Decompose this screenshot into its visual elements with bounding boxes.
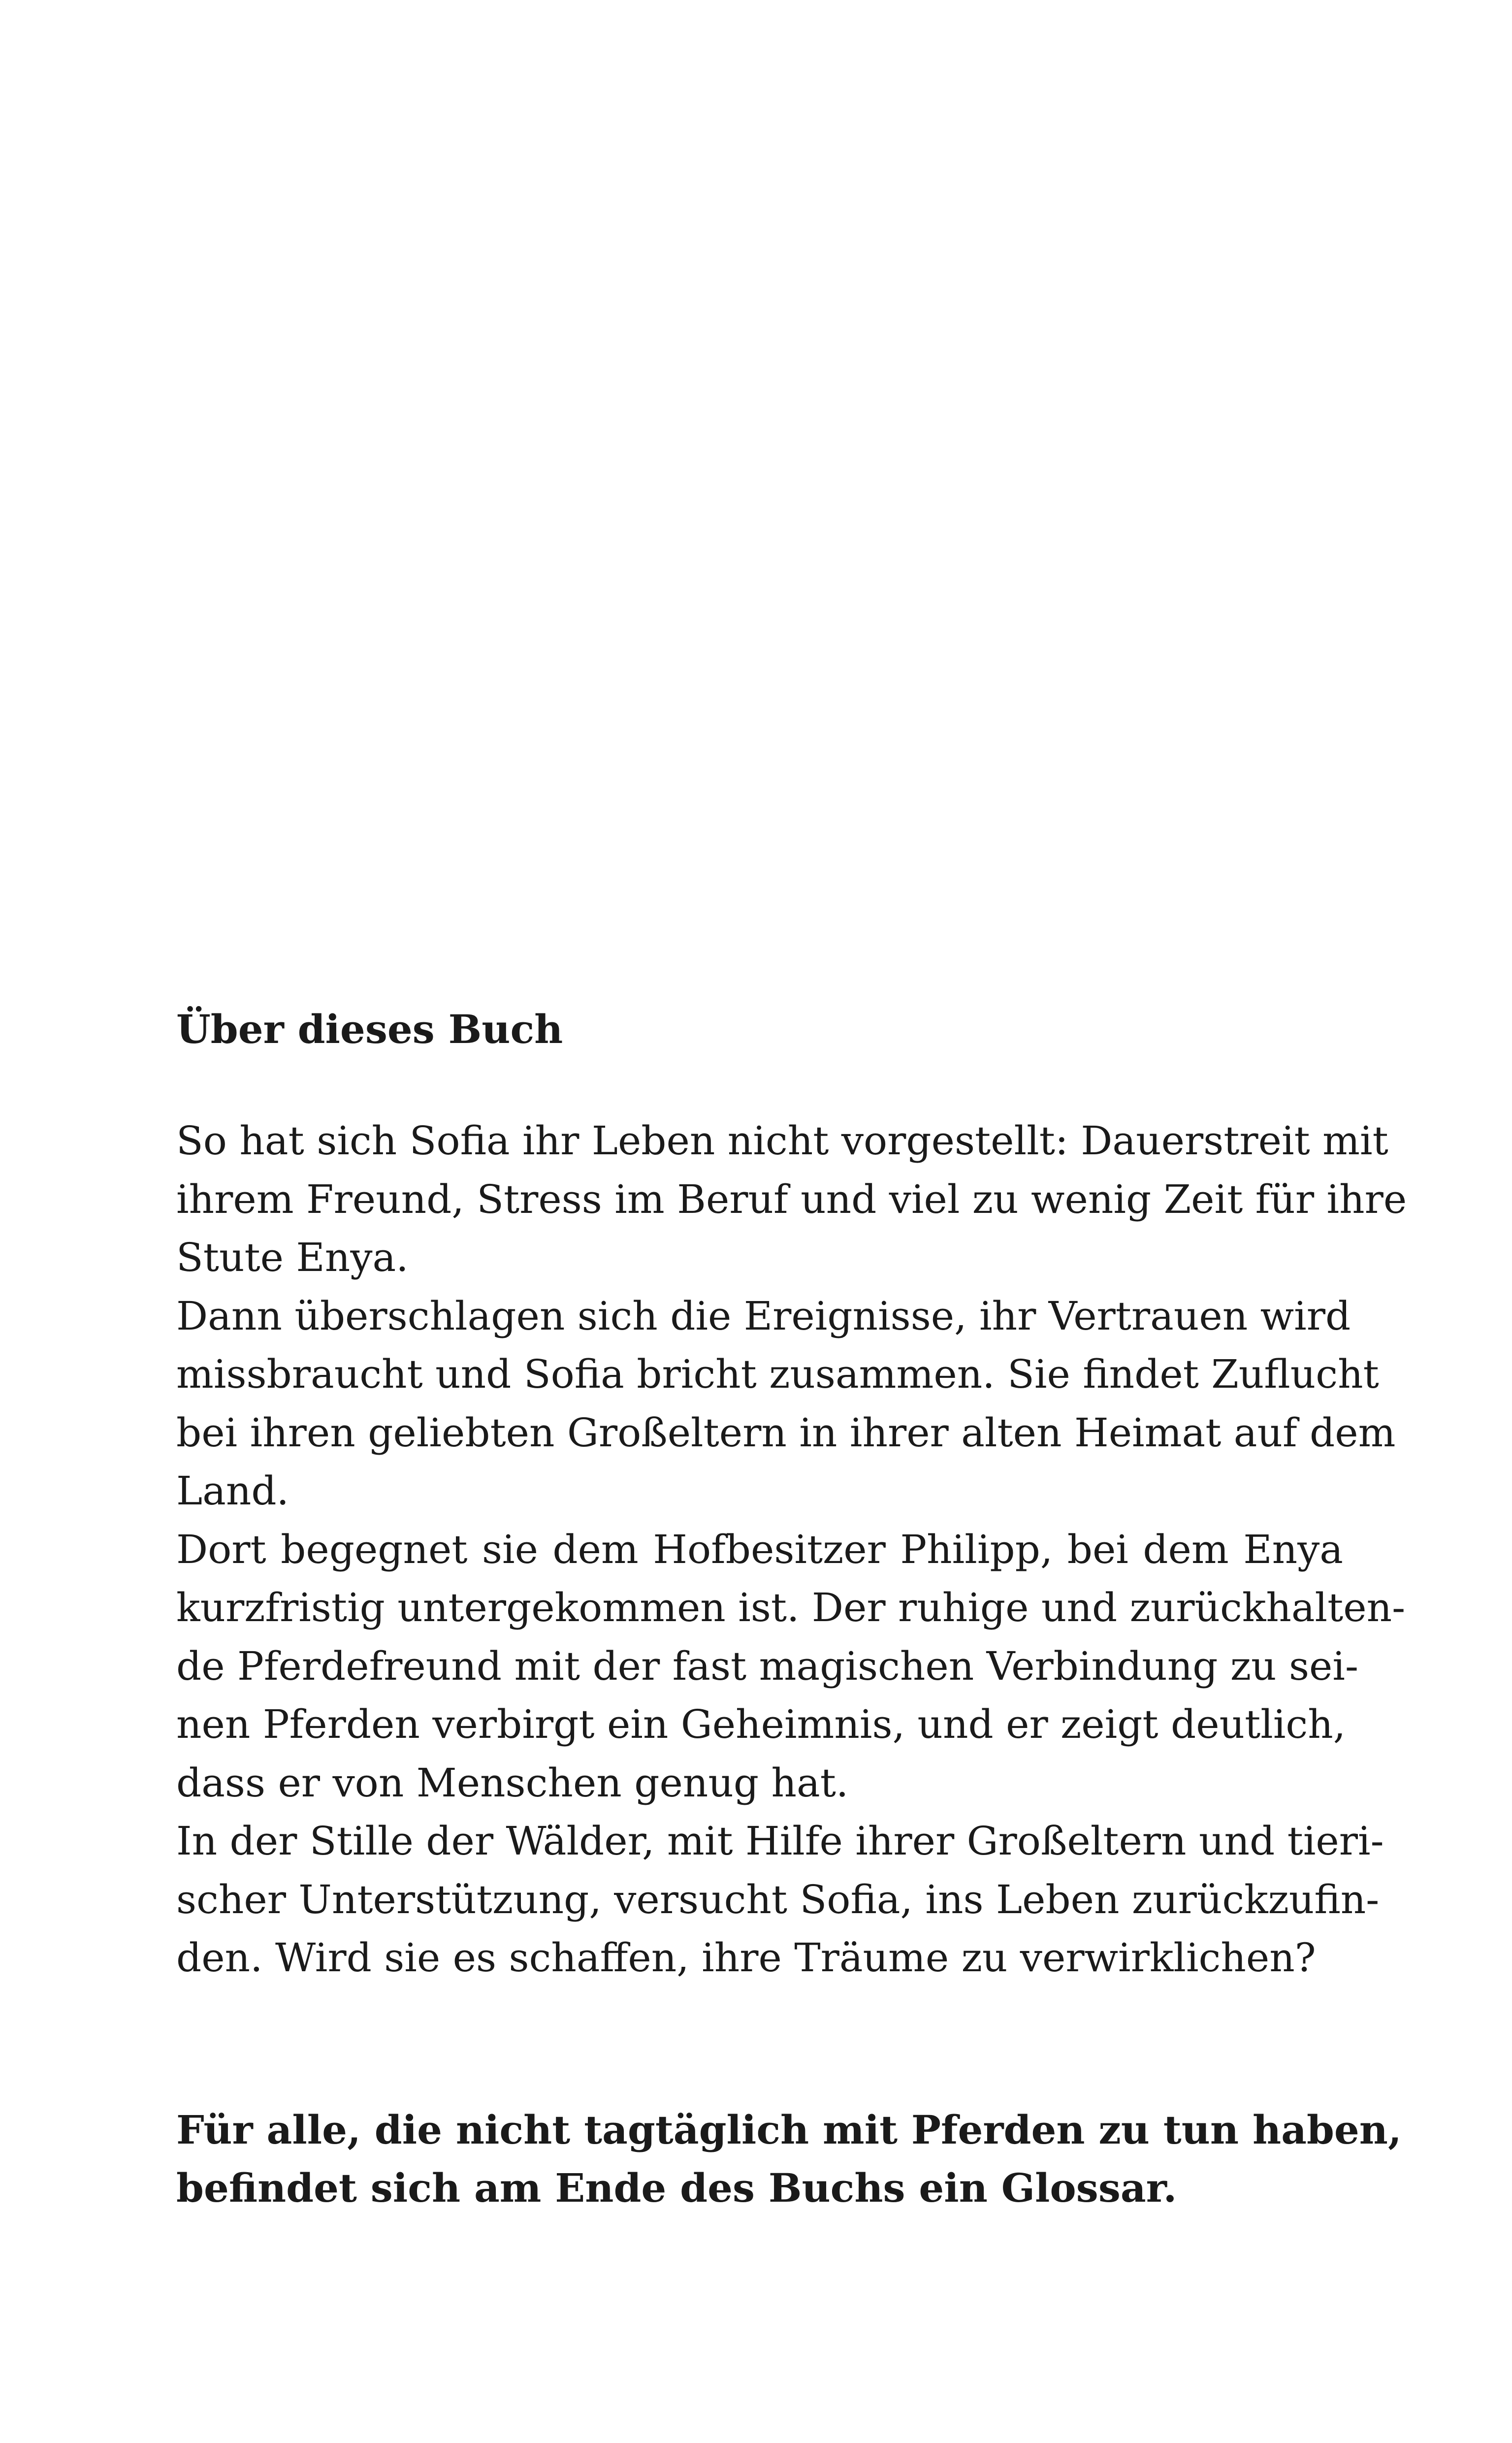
glossary-note xyxy=(176,2101,1402,2217)
section-heading: Über dieses Buch xyxy=(176,1006,563,1052)
description-line: den. Wird sie es schaffen, ihre Träume zu verwirklichen? xyxy=(176,1935,1316,1981)
description-line: Dann überschlagen sich die Ereignisse, ihr Vertrauen wird xyxy=(176,1293,1351,1339)
glossary-note-line: Für alle, die nicht tagtäglich mit Pferden zu tun haben, xyxy=(176,2106,1402,2153)
description-line: dass er von Menschen genug hat. xyxy=(176,1759,849,1806)
description-line: kurzfristig untergekommen ist. Der ruhige und zurückhalten- xyxy=(176,1585,1406,1630)
description-line: nen Pferden verbirgt ein Geheimnis, und er zeigt deutlich, xyxy=(176,1701,1346,1747)
description-line: So hat sich Sofia ihr Leben nicht vorgestellt: Dauerstreit mit xyxy=(176,1118,1388,1164)
glossary-note-line: befindet sich am Ende des Buchs ein Glossar. xyxy=(176,2165,1177,2211)
book-description xyxy=(176,1112,1407,1987)
description-line: ihrem Freund, Stress im Beruf und viel zu wenig Zeit für ihre xyxy=(176,1176,1407,1222)
description-line: de Pferdefreund mit der fast magischen Verbindung zu sei- xyxy=(176,1643,1359,1689)
description-line: Land. xyxy=(176,1468,289,1514)
description-line: Dort begegnet sie dem Hofbesitzer Philipp, bei dem Enya xyxy=(176,1526,1343,1572)
description-line: bei ihren geliebten Großeltern in ihrer alten Heimat auf dem xyxy=(176,1409,1396,1456)
description-line: scher Unterstützung, versucht Sofia, ins Leben zurückzufin- xyxy=(176,1876,1380,1922)
description-line: missbraucht und Sofia bricht zusammen. Sie findet Zuflucht xyxy=(176,1351,1379,1397)
description-line: Stute Enya. xyxy=(176,1235,409,1280)
description-line: In der Stille der Wälder, mit Hilfe ihrer Großeltern und tieri- xyxy=(176,1818,1384,1864)
page-content xyxy=(176,1000,1407,2217)
